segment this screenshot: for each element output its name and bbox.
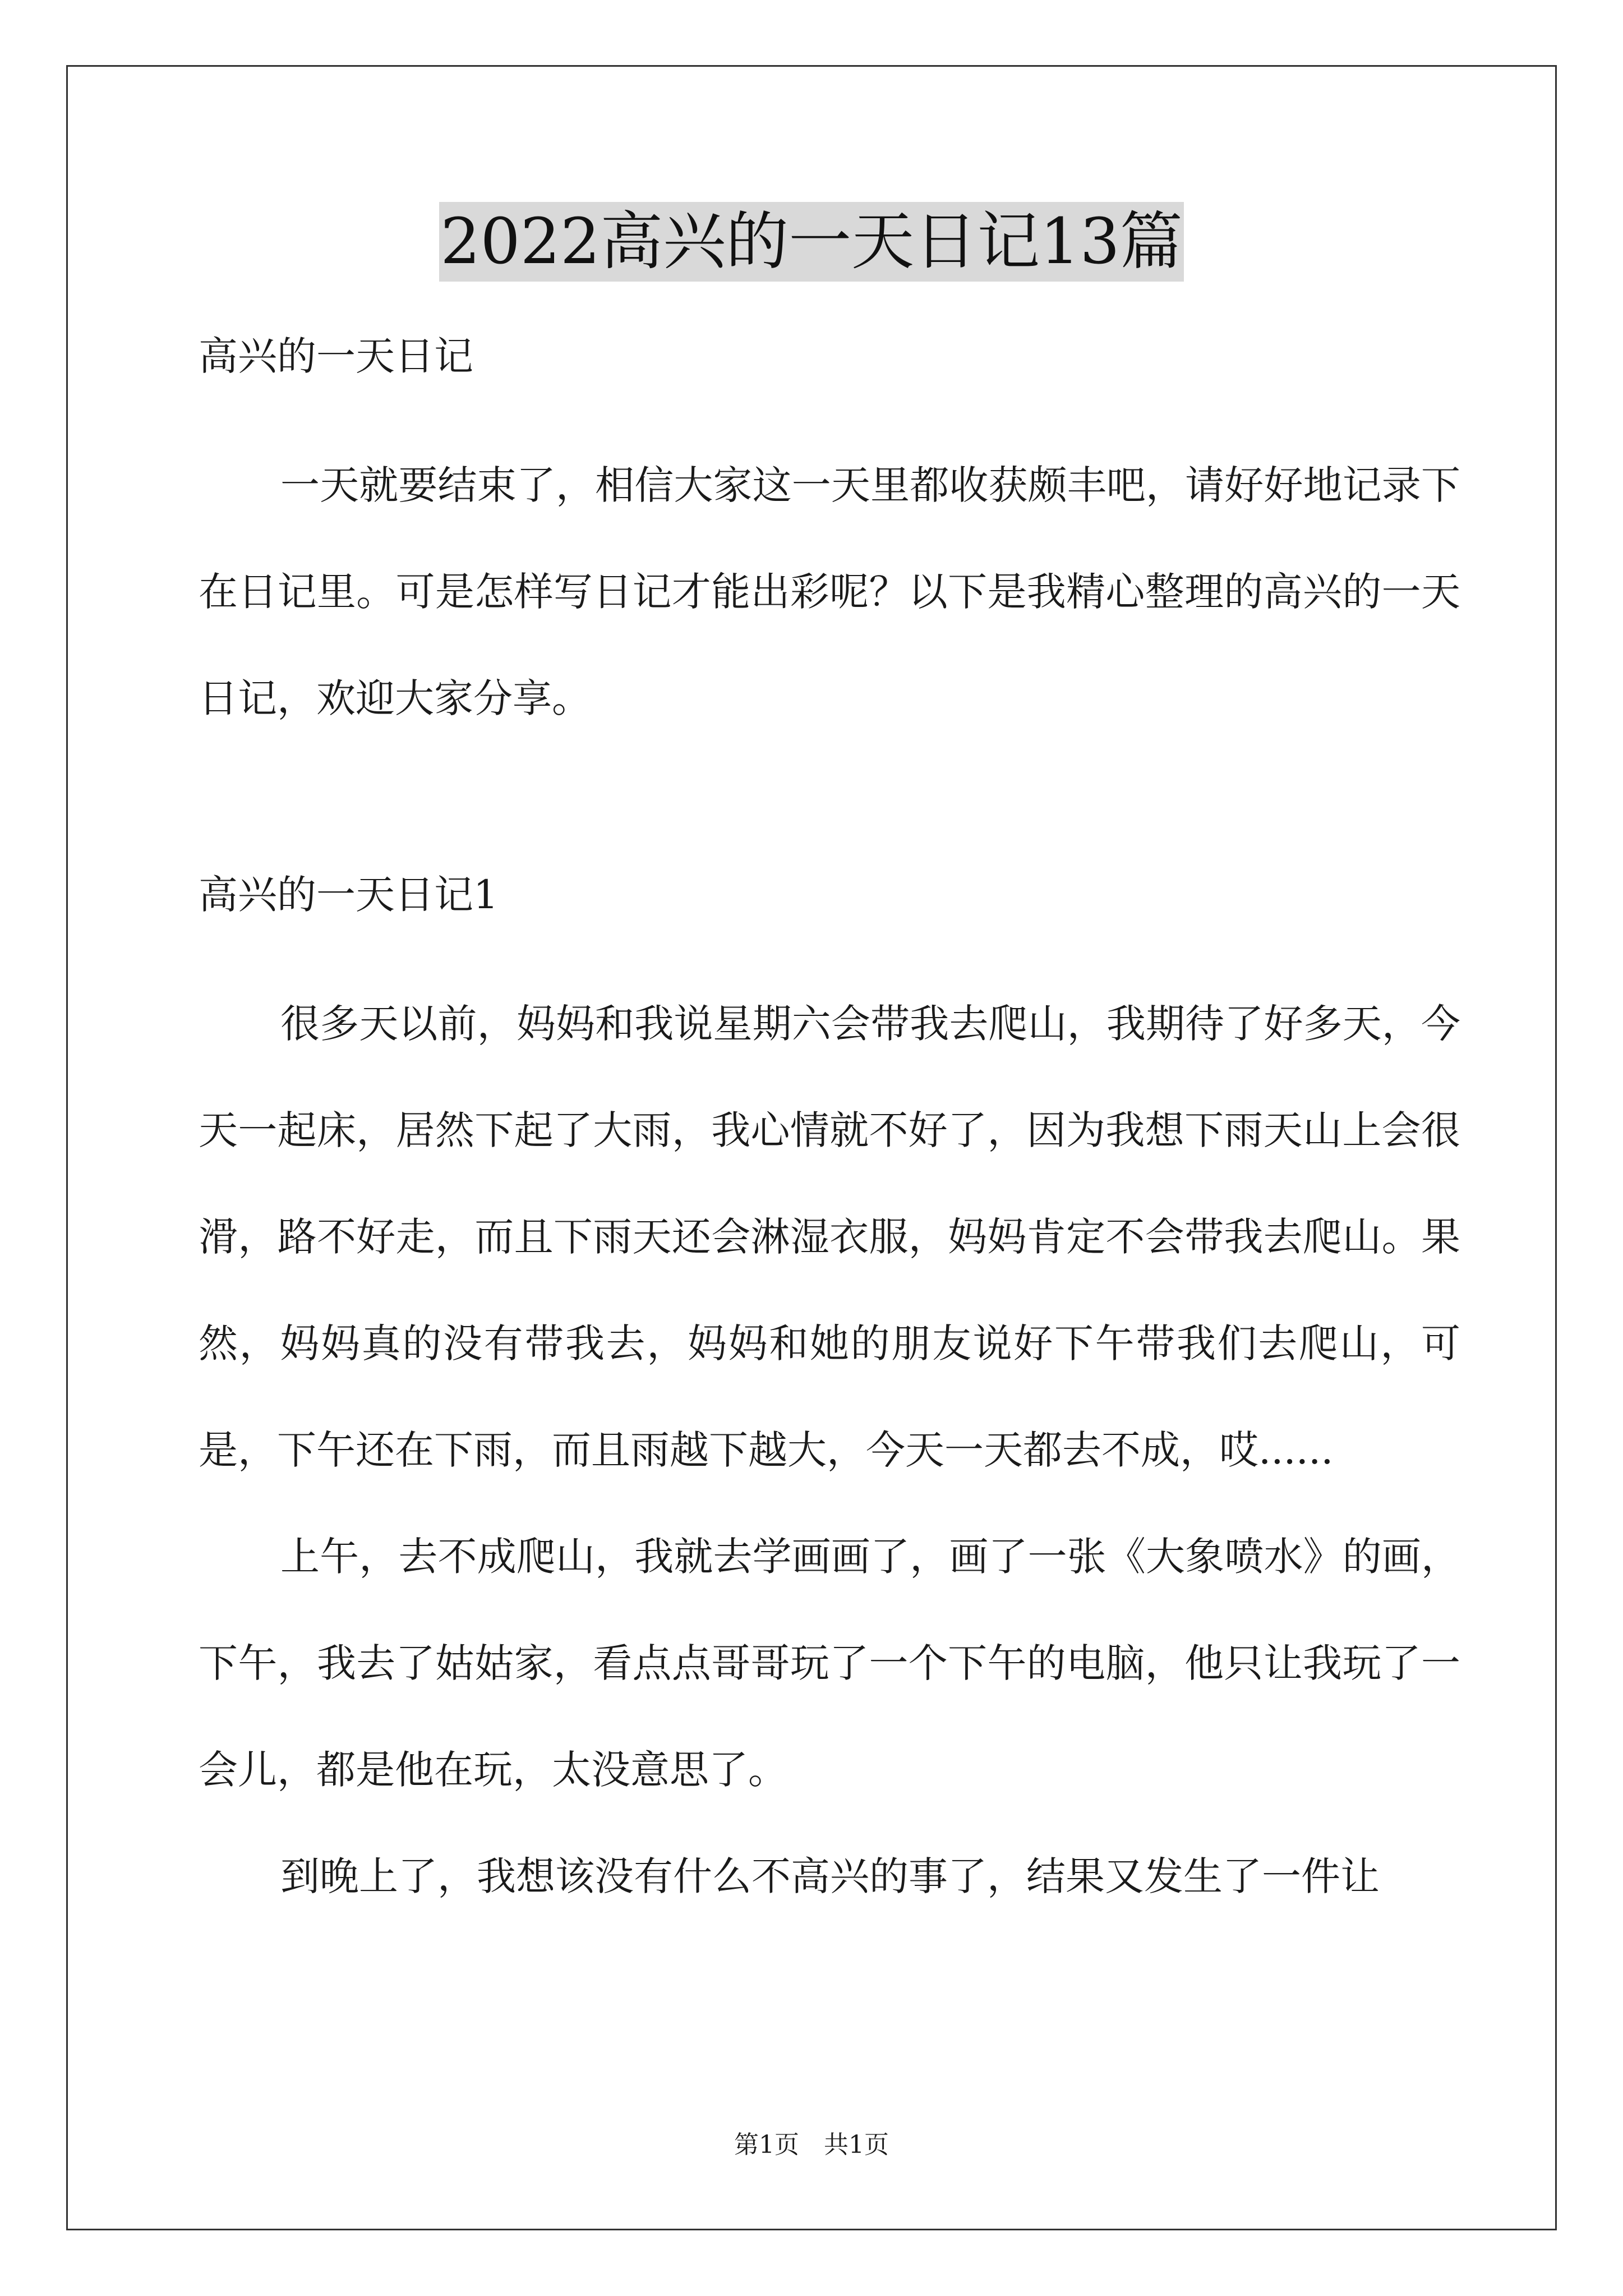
title-container	[0, 202, 1623, 282]
body-paragraph-2: 上午，去不成爬山，我就去学画画了，画了一张《大象喷水》的画，下午，我去了姑姑家，看点点哥哥玩了一个下午的电脑，他只让我玩了一会儿，都是他在玩，太没意思了。	[199, 1534, 1460, 1793]
intro-heading: 高兴的一天日记	[199, 333, 473, 379]
document-title: 2022高兴的一天日记13篇	[439, 202, 1184, 282]
body-paragraph-1: 很多天以前，妈妈和我说星期六会带我去爬山，我期待了好多天，今天一起床，居然下起了大雨，我心情就不好了，因为我想下雨天山上会很滑，路不好走，而且下雨天还会淋湿衣服，妈妈肯定不会带我去爬山。果然，妈妈真的没有带我去，妈妈和她的朋友说好下午带我们去爬山，可是，下午还在下雨，而且雨越下越大，今天一天都去不成，哎......	[199, 1001, 1460, 1473]
intro-paragraph: 一天就要结束了，相信大家这一天里都收获颇丰吧，请好好地记录下在日记里。可是怎样写日记才能出彩呢？以下是我精心整理的高兴的一天日记，欢迎大家分享。	[199, 462, 1460, 721]
spacer	[199, 752, 1460, 869]
section-heading: 高兴的一天日记1	[199, 872, 499, 918]
document-body	[199, 331, 1460, 1930]
page-footer: 第1页 共1页	[734, 2131, 889, 2159]
spacer	[199, 381, 1460, 432]
spacer	[199, 920, 1460, 970]
body-paragraph-3: 到晚上了，我想该没有什么不高兴的事了，结果又发生了一件让	[280, 1853, 1380, 1899]
